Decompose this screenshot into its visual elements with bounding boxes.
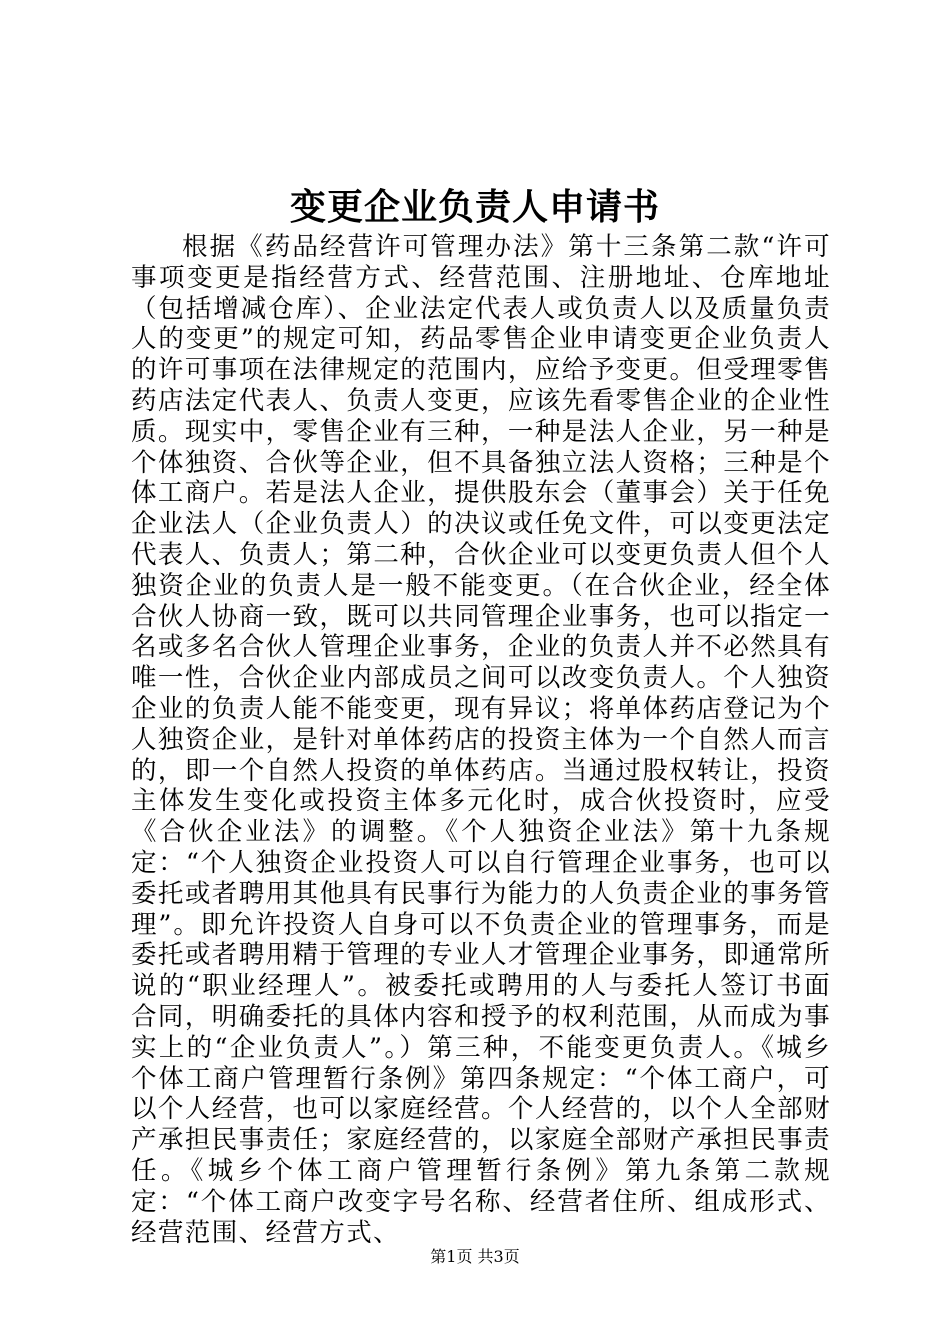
document-body-paragraph: 根据《药品经营许可管理办法》第十三条第二款“许可事项变更是指经营方式、经营范围、注册地址、仓库地址（包括增减仓库）、企业法定代表人或负责人以及质量负责人的变更”的规定可知，药品零售企业申请变更企业负责人的许可事项在法律规定的范围内，应给予变更。但受理零售药店法定代表人、负责人变更，应该先看零售企业的企业性质。现实中，零售企业有三种，一种是法人企业，另一种是个体独资、合伙等企业，但不具备独立法人资格；三种是个体工商户。若是法人企业，提供股东会（董事会）关于任免企业法人（企业负责人）的决议或任免文件，可以变更法定代表人、负责人；第二种，合伙企业可以变更负责人但个人独资企业的负责人是一般不能变更。（在合伙企业，经全体合伙人协商一致，既可以共同管理企业事务，也可以指定一名或多名合伙人管理企业事务，企业的负责人并不必然具有唯一性，合伙企业内部成员之间可以改变负责人。个人独资企业的负责人能不能变更，现有异议；将单体药店登记为个人独资企业，是针对单体药店的投资主体为一个自然人而言的，即一个自然人投资的单体药店。当通过股权转让，投资主体发生变化或投资主体多元化时，成合伙投资时，应受《合伙企业法》的调整。《个人独资企业法》第十九条规定：“个人独资企业投资人可以自行管理企业事务，也可以委托或者聘用其他具有民事行为能力的人负责企业的事务管理”。即允许投资人自身可以不负责企业的管理事务，而是委托或者聘用精于管理的专业人才管理企业事务，即通常所说的“职业经理人”。被委托或聘用的人与委托人签订书面合同，明确委托的具体内容和授予的权利范围，从而成为事实上的“企业负责人”。）第三种，不能变更负责人。《城乡个体工商户管理暂行条例》第四条规定：“个体工商户，可以个人经营，也可以家庭经营。个人经营的，以个人全部财产承担民事责任；家庭经营的，以家庭全部财产承担民事责任。《城乡个体工商户管理暂行条例》第九条第二款规定：“个体工商户改变字号名称、经营者住所、组成形式、经营范围、经营方式、 <box>131 232 831 1248</box>
document-title: 变更企业负责人申请书 <box>289 186 660 228</box>
page-footer: 第1页 共3页 <box>430 1247 520 1266</box>
